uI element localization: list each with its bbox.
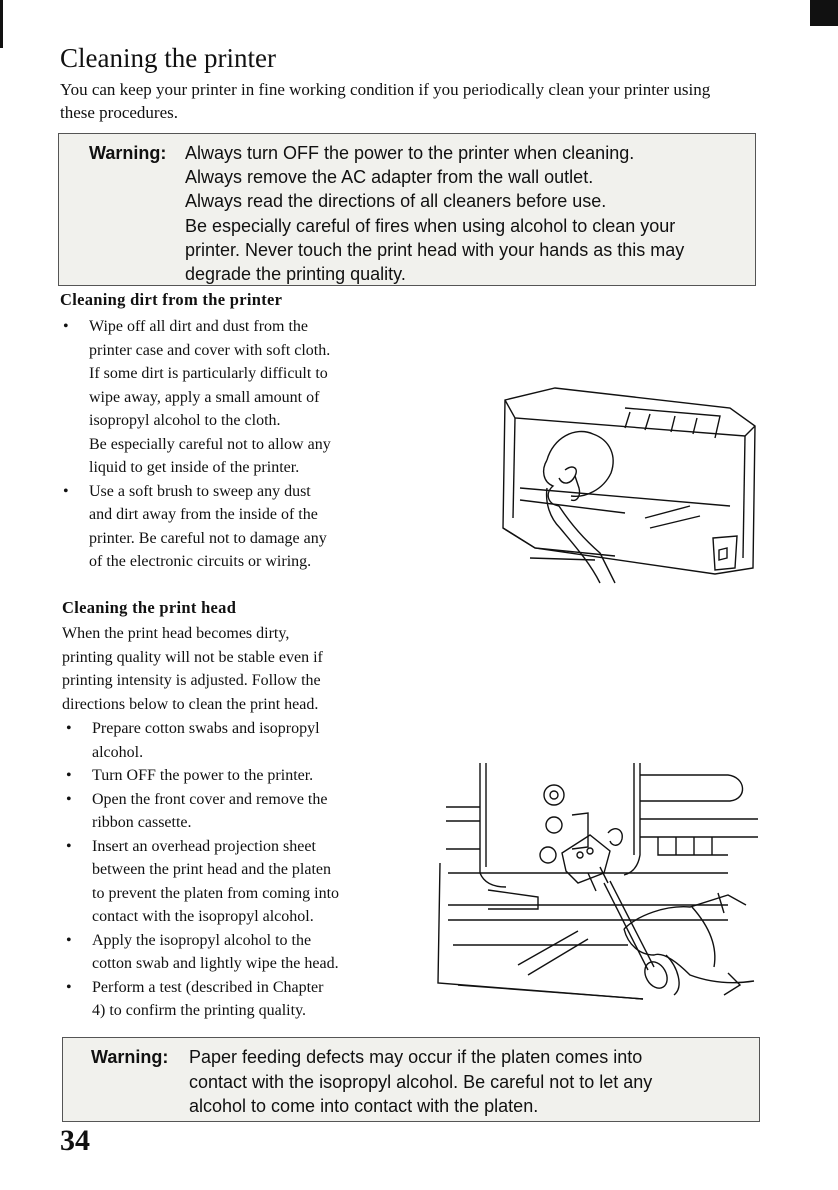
printer-wiping-illustration [475,378,765,588]
warning-box-bottom [62,1037,760,1122]
list-item-line: printer. Be careful not to damage any [89,529,327,547]
warning-line: alcohol to come into contact with the platen. [189,1096,539,1116]
list-item: • Apply the isopropyl alcohol to the [92,929,339,953]
list-item-line: wipe away, apply a small amount of [89,388,320,406]
warning-line: Paper feeding defects may occur if the platen comes into [189,1047,643,1067]
warning-line: degrade the printing quality. [185,264,406,285]
list-item-line: ribbon cassette. [92,814,192,831]
list-item-line: alcohol. [92,743,144,761]
list-item-line: cotton swab and lightly wipe the head. [92,955,339,972]
list-item: • Prepare cotton swabs and isopropyl [92,717,339,741]
list-item-line: If some dirt is particularly difficult to [89,365,328,382]
bullet: • [63,482,69,500]
section-heading-print-head: Cleaning the print head [62,598,237,617]
warning-label: Warning: [91,1047,169,1067]
list-item-line: isopropyl alcohol to the cloth. [89,412,281,429]
list-item-line: 4) to confirm the printing quality. [92,1002,307,1019]
bullet: • [66,931,72,949]
warning-label: Warning: [89,143,167,163]
print-head-intro [62,622,323,716]
warning-text [189,1045,652,1119]
list-item-line: between the print head and the platen [92,861,332,878]
scan-edge-mark [0,0,3,48]
bullet: • [66,767,72,784]
intro-paragraph: You can keep your printer in fine working condition if you periodically clean your printer using these procedures. [60,80,711,122]
thumb-index-tab [810,0,838,26]
list-item: • Wipe off all dirt and dust from the [89,315,331,339]
list-item-line: contact with the isopropyl alcohol. [92,908,314,925]
list-item-line: printer case and cover with soft cloth. [89,341,331,359]
warning-line: Always read the directions of all cleaners before use. [185,191,607,212]
warning-text [185,141,684,286]
list-item: • Perform a test (described in Chapter [92,976,339,1000]
paragraph-line: printing quality will not be stable even if [62,648,323,666]
bullet: • [66,837,72,855]
paragraph-line: printing intensity is adjusted. Follow the [62,672,321,689]
warning-line: contact with the isopropyl alcohol. Be careful not to let any [189,1071,653,1092]
print-head-steps [66,717,340,1023]
bullet: • [66,790,72,808]
warning-line: Always remove the AC adapter from the wall outlet. [185,167,594,188]
bullet: • [66,978,72,996]
list-item-line: of the electronic circuits or wiring. [89,553,312,570]
list-item: • Insert an overhead projection sheet [92,835,339,859]
list-item: • Open the front cover and remove the [92,788,339,812]
list-item-line: to prevent the platen from coming into [92,884,340,902]
list-item-line: Be especially careful not to allow any [89,435,331,453]
print-head-cleaning-illustration [428,755,773,1005]
page-number: 34 [60,1124,90,1157]
warning-line: Be especially careful of fires when using alcohol to clean your [185,215,676,236]
page-title: Cleaning the printer [60,43,276,73]
list-item: • Use a soft brush to sweep any dust [89,480,331,504]
bullet: • [63,318,69,335]
bullet: • [66,720,72,737]
paragraph-line: directions below to clean the print head. [62,695,319,713]
list-item-line: liquid to get inside of the printer. [89,459,300,476]
list-item: • Turn OFF the power to the printer. [92,764,339,788]
warning-box-top [58,133,756,286]
paragraph-line: When the print head becomes dirty, [62,625,290,642]
section-heading-dirt: Cleaning dirt from the printer [60,290,283,309]
list-item-line: and dirt away from the inside of the [89,506,318,523]
warning-line: Always turn OFF the power to the printer when cleaning. [185,143,635,163]
warning-line: printer. Never touch the print head with your hands as this may [185,239,685,260]
dirt-instructions [63,315,331,574]
